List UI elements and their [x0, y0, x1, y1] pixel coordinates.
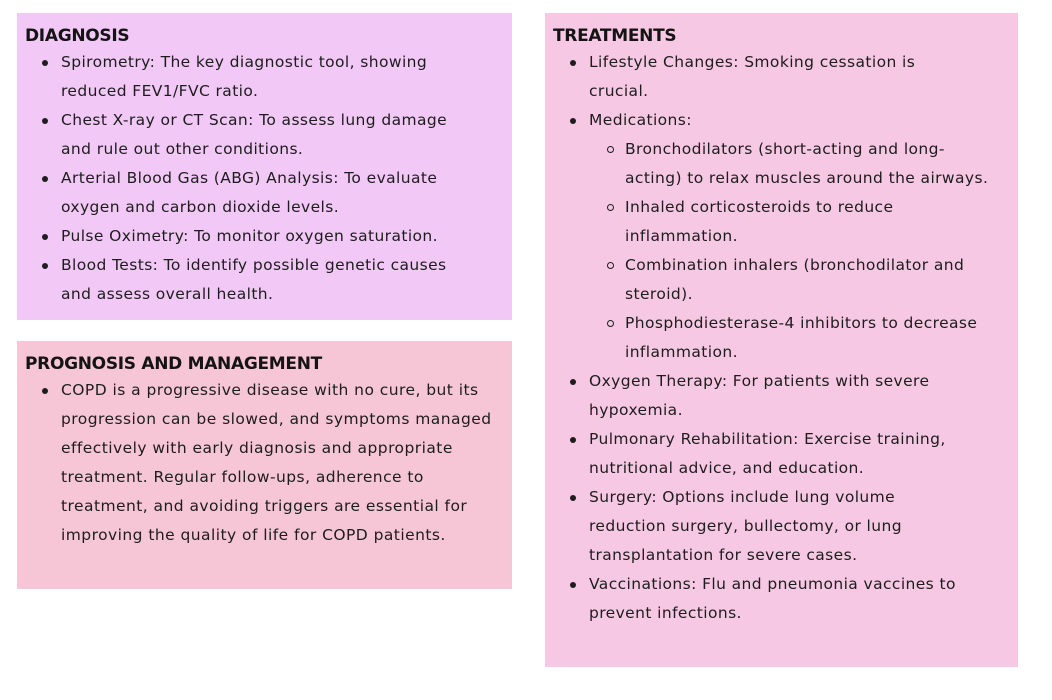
medications-label: Medications:: [589, 111, 692, 129]
list-item: Chest X-ray or CT Scan: To assess lung damage and rule out other conditions.: [25, 106, 471, 164]
list-item: Pulmonary Rehabilitation: Exercise training, nutritional advice, and education.: [553, 425, 1001, 483]
medications-sublist: [589, 135, 1001, 367]
prognosis-panel: [17, 341, 512, 589]
list-item: Vaccinations: Flu and pneumonia vaccines to prevent infections.: [553, 570, 1009, 628]
diagnosis-panel: [17, 13, 512, 320]
list-item: Pulse Oximetry: To monitor oxygen saturation.: [25, 222, 471, 251]
list-item: Blood Tests: To identify possible genetic causes and assess overall health.: [25, 251, 471, 309]
prognosis-title: PROGNOSIS AND MANAGEMENT: [25, 354, 322, 374]
list-item: Lifestyle Changes: Smoking cessation is crucial.: [553, 48, 959, 106]
sub-list-item: Inhaled corticosteroids to reduce inflammation.: [589, 193, 1001, 251]
diagnosis-title: DIAGNOSIS: [25, 26, 130, 46]
treatments-list: [553, 48, 1001, 628]
treatments-title: TREATMENTS: [553, 26, 677, 46]
sub-list-item: Phosphodiesterase-4 inhibitors to decrease inflammation.: [589, 309, 1001, 367]
list-item: Surgery: Options include lung volume reduction surgery, bullectomy, or lung transplantation for severe cases.: [553, 483, 969, 570]
list-item: Oxygen Therapy: For patients with severe hypoxemia.: [553, 367, 1001, 425]
list-item: Arterial Blood Gas (ABG) Analysis: To evaluate oxygen and carbon dioxide levels.: [25, 164, 471, 222]
sub-list-item: Bronchodilators (short-acting and long-acting) to relax muscles around the airways.: [589, 135, 1001, 193]
sub-list-item: Combination inhalers (bronchodilator and steroid).: [589, 251, 1001, 309]
list-item: Spirometry: The key diagnostic tool, showing reduced FEV1/FVC ratio.: [25, 48, 471, 106]
list-item: [553, 106, 1001, 367]
list-item: COPD is a progressive disease with no cure, but its progression can be slowed, and symptoms managed effectively with early diagnosis and appropriate treatment. Regular follow-ups, adherence to treatment, and avoiding triggers are essential for improving the quality of life for COPD patients.: [25, 376, 499, 550]
prognosis-list: [25, 376, 499, 550]
treatments-panel: [545, 13, 1018, 667]
diagnosis-list: [25, 48, 471, 309]
